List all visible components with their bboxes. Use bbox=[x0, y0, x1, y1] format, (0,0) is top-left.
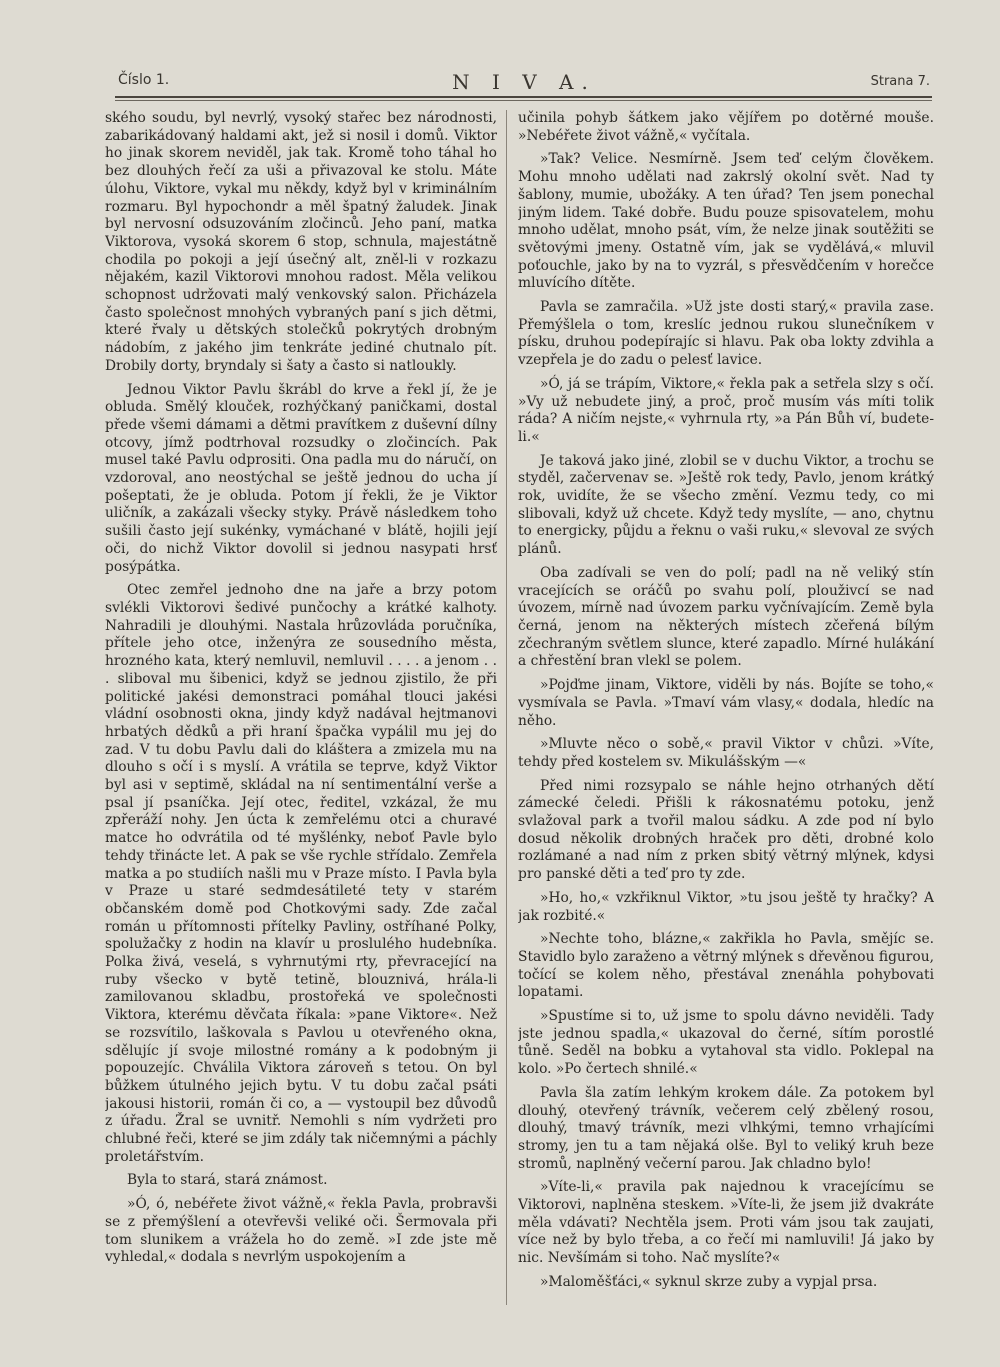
paragraph: »Maloměšťáci,« syknul skrze zuby a vypjal prsa. bbox=[540, 1273, 878, 1290]
issue-number: Číslo 1. bbox=[118, 72, 170, 88]
paragraph: Pavla se zamračila. »Už jste dosti starý,« pravila zase. Přemýšlela o tom, kreslíc jednou rukou slunečníkem v písku, druhou podepírajíc si hlavu. Pak oba lokty zdvihla a vzepřela je do zadu o pelesť lavice. bbox=[518, 299, 934, 369]
left-column bbox=[105, 110, 497, 1310]
page-header bbox=[118, 70, 930, 96]
paragraph: »Pojďme jinam, Viktore, viděli by nás. Bojíte se toho,« vysmívala se Pavla. »Tmaví vám vlasy,« dodala, hledíc na něho. bbox=[518, 677, 934, 729]
paragraph: »Mluvte něco o sobě,« pravil Viktor v chůzi. »Víte, tehdy před kostelem sv. Mikulášským —« bbox=[518, 736, 934, 770]
paragraph: učinila pohyb šátkem jako vějířem po dotěrné mouše. »Nebéřete život vážně,« vyčítala. bbox=[518, 110, 934, 144]
paragraph: Jednou Viktor Pavlu škrábl do krve a řekl jí, že je obluda. Smělý klouček, rozhýčkaný paničkami, dostal přede všemi dámami a dětmi pravítkem z duševní dílny otcovy, jímž podtrhoval rozsudky o zločincích. Pak musel také Pavlu odprositi. Ona padla mu do náručí, on vzdoroval, ano neostýchal se ještě jednou do ucha jí pošeptati, že je obluda. Potom jí řekli, že je Viktor uličník, a zakázali všecky styky. Právě následkem toho sušili často její sukénky, vymáchané v blátě, hojili její oči, do nichž Viktor dovolil si jednou nasypati hrsť posýpátka. bbox=[105, 381, 497, 575]
paragraph: »Víte-li,« pravila pak najednou k vracejícímu se Viktorovi, naplněna steskem. »Víte-li, že jsem již dvakráte měla vdávati? Nechtěla jsem. Proti vám jsou tak zaujati, více než by bylo třeba, a co řečí mi namluvili! Já jako by nic. Nevšímám si toho. Nač myslíte?« bbox=[518, 1179, 934, 1267]
periodical-title: N I V A. bbox=[452, 70, 596, 94]
right-column bbox=[518, 110, 934, 1310]
paragraph: »Nechte toho, blázne,« zakřikla ho Pavla, smějíc se. Stavidlo bylo zaraženo a větrný mlýnek s dřevěnou figurou, točící se kolem něho, přestával znenáhla pohybovati lopatami. bbox=[518, 931, 934, 1001]
page-number: Strana 7. bbox=[870, 74, 930, 89]
paragraph: Pavla šla zatím lehkým krokem dále. Za potokem byl dlouhý, otevřený trávník, večerem celý zbělený rosou, dlouhý, tmavý trávník, mezi vlhkými, temno vrhajícími stromy, jen tu a tam nějaká olše. Byl to veliký kruh beze stromů, naplněný večerní parou. Jak chladno bylo! bbox=[518, 1084, 934, 1172]
paragraph: »Spustíme si to, už jsme to spolu dávno neviděli. Tady jste jednou spadla,« ukazoval do černé, sítím porostlé tůně. Seděl na bobku a vytahoval sta vidlo. Poklepal na kolo. »Po čertech shnilé.« bbox=[518, 1008, 934, 1078]
header-rule bbox=[115, 96, 932, 98]
paragraph: Oba zadívali se ven do polí; padl na ně veliký stín vracejících se oráčů po svahu polí, plouživcí se nad úvozem, mírně nad úvozem parku vyčnívajícím. Země byla černá, jenom na některých místech zčeřená bílým zčechraným světlem slunce, které zapadlo. Mírné hulákání a chřestění bran vlekl se polem. bbox=[518, 564, 934, 670]
paragraph: »Ó, já se trápím, Viktore,« řekla pak a setřela slzy s očí. »Vy už nebudete jiný, a proč, proč musím vás míti tolik ráda? A ničím nejste,« vyhrnula rty, »a Pán Bůh ví, budete-li.« bbox=[518, 375, 934, 445]
column-divider bbox=[506, 110, 507, 1305]
header-rule-thin bbox=[115, 100, 932, 101]
paragraph: »Ho, ho,« vzkřiknul Viktor, »tu jsou ještě ty hračky? A jak rozbité.« bbox=[518, 889, 934, 924]
paragraph: »Tak? Velice. Nesmírně. Jsem teď celým člověkem. Mohu mnoho udělati nad zakrslý okolní svět. Nad ty šablony, mumie, ubožáky. A ten úřad? Ten jsem ponechal jiným lidem. Také dobře. Budu pouze spisovatelem, mohu mnoho udělat, mnoho psát, vím, že nelze jinak soutěžiti se světovými jmeny. Ostatně vím, jak se vydělává,« mluvil poťouchle, jako by na to vyzrál, s přesvědčením v horečce mluvícího dítěte. bbox=[518, 151, 934, 292]
paragraph: Je taková jako jiné, zlobil se v duchu Viktor, a trochu se styděl, začervenav se. »Ještě rok tedy, Pavlo, jenom krátký rok, uvidíte, že se všecho změní. Vezmu tedy, co mi slibovali, když už chcete. Když tedy myslíte, — ano, chytnu to energicky, půjdu a řeknu o vaši ruku,« slevoval ze svých plánů. bbox=[518, 452, 934, 558]
paragraph: ského soudu, byl nevrlý, vysoký stařec bez národnosti, zabarikádovaný haldami akt, jež si nosil i domů. Viktor ho jinak skorem neviděl, jak tak. Kromě toho táhal ho bez dlouhých řečí za uši a přivazoval ke stolu. Máte úlohu, Viktore, vykal mu někdy, když byl v kriminálním rozmaru. Byl hypochondr a měl špatný žaludek. Jinak byl nervosní odsuzováním zločinců. Jeho paní, matka Viktorova, vysoká skorem 6 stop, schnula, majestátně chodila po pokoji a její úsečný alt, zněl-li v rozkazu nějakém, kazil Viktorovi mnohou radost. Měla velikou schopnost udržovati malý venkovský salon. Přicházela často společnost mnohých vybraných paní s jich dětmi, které řvaly u dětských stolečků pokrytých drobným nádobím, z jakého jim tenkráte jediné chutnalo pít. Drobily dorty, bryndaly si šaty a často si natloukly. bbox=[105, 110, 497, 374]
paragraph: »Ó, ó, nebéřete život vážně,« řekla Pavla, probravši se z přemýšlení a otevřevši veliké oči. Šermovala při tom slunikem a vrážela ho do země. »I zde jste mě vyhledal,« dodala s nevrlým uspokojením a bbox=[105, 1196, 497, 1266]
paragraph: Byla to stará, stará známost. bbox=[127, 1172, 328, 1189]
paragraph: Otec zemřel jednoho dne na jaře a brzy potom svlékli Viktorovi šedivé punčochy a krátké kalhoty. Nahradili je dlouhými. Nastala hrůzovláda poručníka, přítele jeho otce, inženýra ze sousedního města, hrozného kata, který nemluvil, nemluvil . . . . a jenom . . . sliboval mu šibenici, když se jednou zjistilo, že při politické jakési demonstraci pomáhal tlouci jakési vládní osobnosti okna, jindy když nadával hejtmanovi hrbatých dědků a při hraní špačka vypálil mu jej do zad. V tu dobu Pavlu dali do kláštera a zmizela mu na dlouho s očí i s myslí. A vrátila se teprve, když Viktor byl asi v septimě, skládal na ní sentimentální verše a psal jí psaníčka. Její otec, ředitel, vzkázal, že mu zpřeráží nohy. Jen úcta k zemřelému otci a churavé matce ho odvrátila od té myšlénky, neboť Pavle bylo tehdy třinácte let. A pak se vše rychle střídalo. Zemřela matka a po studiích našli mu v Praze místo. I Pavla byla v Praze u staré sedmdesátileté tety v starém občanském domě pod Chotkovými sady. Zde začal román u přítomnosti přítelky Pavliny, ostříhané Polky, spolužačky z hodin na klavír u proslulého hudebníka. Polka živá, veselá, s vyhrnutými rty, převracející na ruby všecko v bytě tetině, blouznivá, hrála-li zamilovanou skladbu, prostořeká ve společnosti Viktora, kterému děvčata říkala: »pane Viktore«. Než se rozsvítilo, laškovala s Pavlou u otevřeného okna, sdělujíc jí svoje milostné romány a k podobným ji popouzejíc. Chválila Viktora zároveň s tetou. On byl bůžkem útulného jejich bytu. V tu dobu začal psáti jakousi historii, román či co, a — vystoupil bez důvodů z úřadu. Žral se uvnitř. Nemohli s ním vydržeti pro chlubné řeči, které se jim zdály tak ničemnými a páchly proletářstvím. bbox=[105, 582, 497, 1165]
paragraph: Před nimi rozsypalo se náhle hejno otrhaných dětí zámecké čeledi. Přišli k rákosnatému potoku, jenž svlažoval park a tvořil malou sádku. A zde pod ní bylo dosud několik drobných hraček pro děti, drobné kolo rozlámané a nad ním z prken sbitý větrný mlýnek, kdysi pro panské děti a teď pro ty zde. bbox=[518, 777, 934, 883]
